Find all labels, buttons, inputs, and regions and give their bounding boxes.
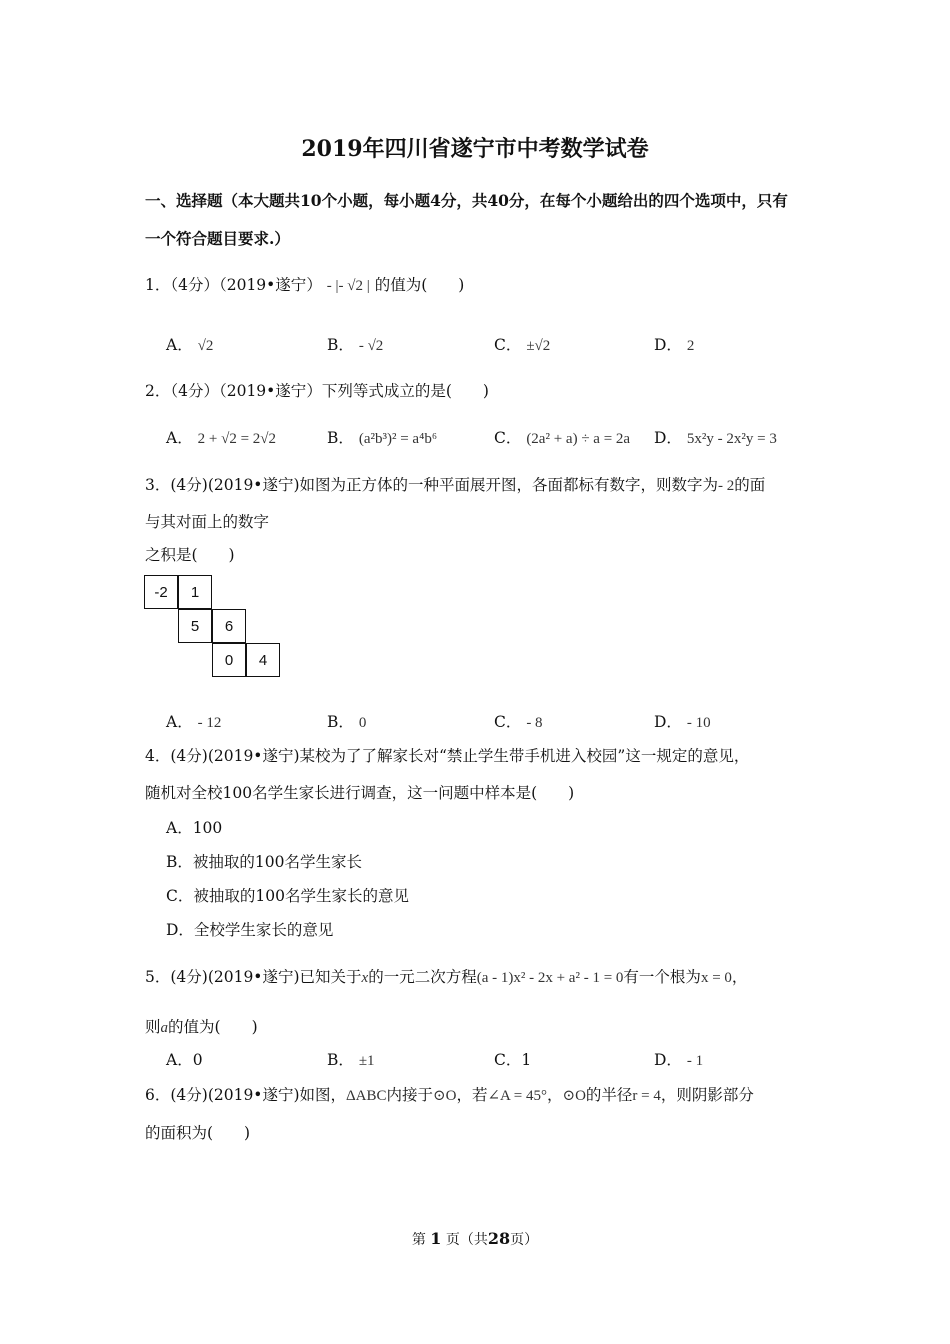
current-page-number: 1 (430, 1229, 442, 1248)
question-5-line2: 则a的值为( ) (145, 1018, 258, 1036)
question-4-line2: 随机对全校100名学生家长进行调查，这一问题中样本是( ) (145, 784, 575, 802)
q4-option-b[interactable]: B．被抽取的100名学生家长 (166, 853, 362, 871)
q5-option-c[interactable]: C．1 (494, 1051, 532, 1069)
section-heading-line1: 一、选择题（本大题共10个小题，每小题4分，共40分，在每个小题给出的四个选项中，只有 (145, 191, 788, 210)
q2-option-d[interactable]: D． 5x²y - 2x²y = 3 (654, 429, 777, 447)
page-footer: 第 1 页（共28页） (411, 1229, 539, 1248)
question-6-line2: 的面积为( ) (145, 1124, 251, 1142)
q3-option-d[interactable]: D． - 10 (654, 713, 711, 731)
q3-option-c[interactable]: C． - 8 (494, 713, 543, 731)
page-title: 2019年四川省遂宁市中考数学试卷 (301, 136, 649, 162)
net-cell: 5 (178, 609, 212, 643)
q2-option-a[interactable]: A． 2 + √2 = 2√2 (166, 429, 277, 447)
q5-option-a[interactable]: A．0 (166, 1051, 203, 1069)
net-cell: 4 (246, 643, 280, 677)
q1-stem-suffix: 的值为( ) (374, 276, 465, 294)
q1-option-b[interactable]: B． - √2 (327, 336, 384, 354)
net-cell: 1 (178, 575, 212, 609)
q1-option-a[interactable]: A． √2 (166, 336, 214, 354)
q1-stem-math: - |- √2 | (326, 278, 370, 294)
question-5-line1: 5．(4分)(2019•遂宁)已知关于x的一元二次方程(a - 1)x² - 2x + a² - 1 = 0有一个根为x = 0， (145, 968, 748, 986)
q4-option-d[interactable]: D．全校学生家长的意见 (166, 921, 334, 939)
question-3-line1: 3．(4分)(2019•遂宁)如图为正方体的一种平面展开图，各面都标有数字，则数字为- 2的面 (145, 476, 766, 494)
net-cell: -2 (144, 575, 178, 609)
q1-option-c[interactable]: C． ±√2 (494, 336, 551, 354)
question-3-line2: 与其对面上的数字 (145, 513, 270, 531)
net-cell: 6 (212, 609, 246, 643)
q4-option-c[interactable]: C．被抽取的100名学生家长的意见 (166, 887, 409, 905)
q2-option-b[interactable]: B． (a²b³)² = a⁴b⁶ (327, 429, 438, 447)
q3-option-b[interactable]: B． 0 (327, 713, 367, 731)
q2-option-c[interactable]: C． (2a² + a) ÷ a = 2a (494, 429, 631, 447)
q1-stem-prefix: 1．（4分）（2019•遂宁） (145, 276, 322, 294)
q3-option-a[interactable]: A． - 12 (166, 713, 222, 731)
q5-option-d[interactable]: D． - 1 (654, 1051, 704, 1069)
question-1-stem (145, 273, 464, 295)
question-3-line3: 之积是( ) (145, 546, 235, 564)
q4-option-a[interactable]: A．100 (166, 819, 223, 837)
total-pages: 28 (487, 1229, 511, 1248)
section-heading-line2: 一个符合题目要求.） (145, 229, 290, 248)
net-cell: 0 (212, 643, 246, 677)
cube-net-figure (144, 575, 284, 679)
question-2-stem: 2．（4分）（2019•遂宁）下列等式成立的是( ) (145, 382, 489, 400)
q5-option-b[interactable]: B． ±1 (327, 1051, 375, 1069)
question-6-line1: 6．(4分)(2019•遂宁)如图，ΔABC内接于⊙O，若∠A = 45°，⊙O的半径r = 4，则阴影部分 (145, 1086, 754, 1104)
question-4-line1: 4．(4分)(2019•遂宁)某校为了了解家长对“禁止学生带手机进入校园”这一规定的意见， (145, 747, 750, 765)
q1-option-d[interactable]: D． 2 (654, 336, 695, 354)
